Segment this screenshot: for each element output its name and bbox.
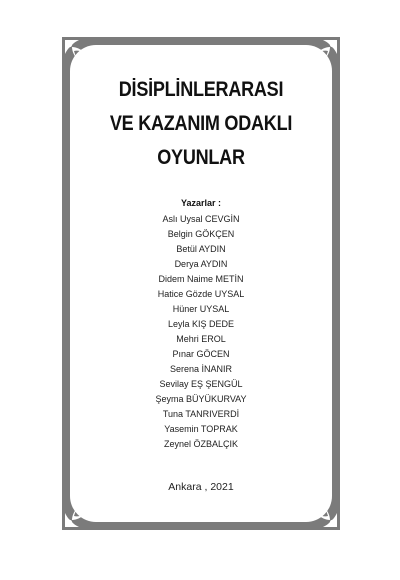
authors-heading: Yazarlar : bbox=[180, 198, 222, 208]
author-name: Şeyma BÜYÜKURVAY bbox=[155, 394, 247, 404]
book-title-line: DİSİPLİNLERARASI bbox=[118, 78, 284, 101]
author-name: Zeynel ÖZBALÇIK bbox=[163, 439, 239, 449]
author-name: Leyla KIŞ DEDE bbox=[167, 319, 235, 329]
author-name: Mehri EROL bbox=[176, 334, 226, 344]
corner-ornament-icon bbox=[63, 499, 93, 529]
book-title-line: OYUNLAR bbox=[157, 146, 245, 169]
author-name: Aslı Uysal CEVGİN bbox=[162, 214, 240, 224]
author-name: Betül AYDIN bbox=[176, 244, 226, 254]
book-title-line: VE KAZANIM ODAKLI bbox=[109, 112, 293, 135]
author-name: Yasemin TOPRAK bbox=[164, 424, 238, 434]
author-name: Didem Naime METİN bbox=[158, 274, 244, 284]
book-title bbox=[88, 73, 313, 175]
corner-ornament-icon bbox=[63, 38, 93, 68]
corner-ornament-icon bbox=[309, 499, 339, 529]
author-name: Derya AYDIN bbox=[174, 259, 228, 269]
corner-ornament-icon bbox=[309, 38, 339, 68]
publication-place-year: Ankara , 2021 bbox=[168, 481, 234, 493]
author-name: Belgin GÖKÇEN bbox=[167, 229, 235, 239]
author-name: Hatice Gözde UYSAL bbox=[157, 289, 245, 299]
author-name: Sevilay EŞ ŞENGÜL bbox=[159, 379, 243, 389]
author-name: Serena İNANIR bbox=[169, 364, 233, 374]
author-name: Tuna TANRIVERDİ bbox=[162, 409, 240, 419]
author-name: Pınar GÖCEN bbox=[172, 349, 230, 359]
authors-block bbox=[70, 196, 332, 452]
author-name: Hüner UYSAL bbox=[172, 304, 230, 314]
